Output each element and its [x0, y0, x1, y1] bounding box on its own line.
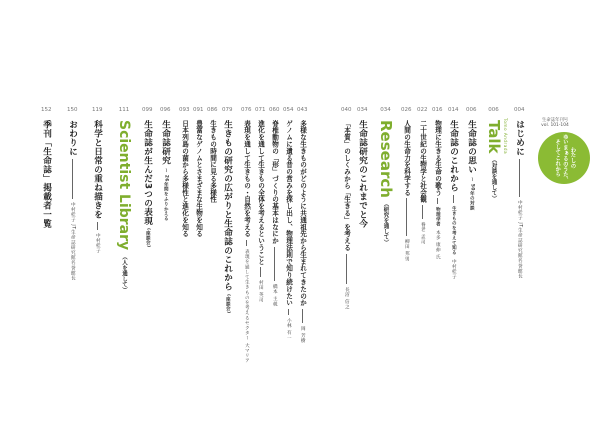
- leader-line: [97, 222, 98, 230]
- section-research: [378, 108, 393, 245]
- badge-line-2: ゆいまぁるのうた、: [561, 133, 568, 183]
- toc-entry[interactable]: [179, 108, 190, 237]
- section-note: （研究を通して）: [382, 201, 389, 246]
- badge-line-3: そしてこれから: [554, 139, 561, 177]
- entry-title: 進化を通して生きもの全体を考えるということ: [256, 119, 265, 265]
- entry-author: 村田 英司: [258, 280, 264, 303]
- page-number: 040: [341, 107, 352, 113]
- entry-author: 岡 芳樹: [300, 325, 306, 344]
- page-number: 060: [269, 107, 280, 113]
- page-number: 004: [514, 107, 525, 113]
- toc-entry[interactable]: [357, 108, 368, 228]
- leader-line: [72, 159, 73, 199]
- entry-title: 人間の生命力を科学する: [402, 119, 411, 196]
- leader-line: [519, 159, 520, 197]
- entry-author: 小林 有一: [286, 317, 292, 341]
- leader-line: [437, 198, 438, 204]
- leader-line: [422, 205, 423, 219]
- issue-volume: vol. 101-104: [541, 123, 569, 129]
- page-number: 091: [193, 107, 204, 113]
- page-number: 096: [160, 107, 171, 113]
- toc-entry[interactable]: [241, 108, 252, 363]
- entry-author: 橋本 主税: [272, 283, 278, 307]
- page-number: 054: [283, 107, 294, 113]
- page-number: 022: [417, 107, 428, 113]
- page-number: 006: [466, 107, 477, 113]
- page-number: 086: [207, 107, 218, 113]
- entry-title: 生きもの時間に見る多様性: [208, 119, 217, 203]
- toc-entry[interactable]: [207, 108, 218, 202]
- leader-line: [274, 247, 275, 281]
- leader-line: [260, 267, 261, 277]
- entry-title: 表現を通して生きもの・自然を考える: [242, 119, 251, 237]
- section-tag-text: Tomo Andrada: [503, 118, 508, 155]
- section-talk: [486, 108, 501, 201]
- toc-entry[interactable]: [142, 108, 153, 247]
- toc-entry[interactable]: [222, 108, 233, 313]
- entry-title: 日本列島の菌から多様性と進化を知る: [180, 119, 189, 237]
- page-number: 099: [142, 107, 153, 113]
- leader-line: [453, 195, 454, 203]
- section-title-en: Talk: [485, 119, 503, 154]
- section-title-en: Research: [377, 119, 395, 198]
- entry-subtitle: (座談会): [225, 293, 231, 313]
- page-number: 043: [297, 107, 308, 113]
- entry-title: はじめに: [514, 119, 525, 156]
- entry-subtitle: (座談会): [145, 227, 151, 248]
- entry-subtitle: 物理学者: [435, 207, 441, 228]
- entry-title: 生きもの研究の広がりと生命誌のこれから: [222, 119, 233, 291]
- entry-author: 柳田 邦男: [404, 239, 410, 262]
- toc-entry[interactable]: [41, 108, 52, 228]
- toc-entry[interactable]: [269, 108, 280, 306]
- section-note: （対談を通して）: [490, 157, 497, 202]
- toc-entry[interactable]: [448, 108, 459, 279]
- issue-label: [535, 118, 575, 128]
- entry-title: 多様な生きものがどのように共通祖先から生まれてきたのか: [298, 119, 307, 306]
- page-number: 093: [179, 107, 190, 113]
- page-number: 076: [241, 107, 252, 113]
- page-number: 016: [432, 107, 443, 113]
- toc-entry[interactable]: [432, 108, 443, 259]
- page-number: 014: [448, 107, 459, 113]
- entry-title: 生命誌が生んだ3つの表現: [142, 119, 153, 225]
- page-number: 034: [357, 107, 368, 113]
- toc-entry[interactable]: [255, 108, 266, 303]
- toc-entry[interactable]: [514, 108, 525, 278]
- entry-subtitle: 生きものを考えて知る: [451, 205, 457, 255]
- toc-entry[interactable]: [341, 108, 352, 309]
- entry-author: 本多 康伸 氏: [435, 230, 441, 260]
- page-number: 079: [222, 107, 233, 113]
- section-library: [117, 108, 131, 292]
- entry-title: 生命誌の思い: [466, 119, 477, 174]
- entry-author: 中村桂子: [95, 232, 101, 253]
- entry-title: 生命誌のこれから: [448, 119, 459, 192]
- page-number: 071: [255, 107, 266, 113]
- page-number: 006: [488, 107, 499, 113]
- entry-title: 科学と日常の重ね描きを: [92, 119, 103, 219]
- leader-line: [346, 254, 347, 284]
- toc-entry[interactable]: [466, 108, 477, 210]
- entry-author: 表現を通して生きものを考えるセクター 大マリア: [244, 248, 250, 363]
- toc-entry[interactable]: [92, 108, 103, 253]
- page-number: 119: [92, 107, 103, 113]
- entry-title: 季刊「生命誌」掲載者一覧: [41, 119, 52, 228]
- page-number: 111: [118, 107, 130, 113]
- entry-title: 生命誌研究: [160, 119, 171, 165]
- toc-entry[interactable]: [67, 108, 78, 280]
- entry-author: 中村桂子 JT生命誌研究館名誉館長: [70, 201, 76, 281]
- badge-line-1: わたしの: [569, 147, 576, 169]
- toc-entry[interactable]: [283, 108, 294, 340]
- entry-author: 養老 孟司: [420, 222, 426, 245]
- toc-entry[interactable]: [160, 108, 171, 221]
- page-number: 026: [401, 107, 412, 113]
- entry-author: 中村桂子: [451, 258, 457, 279]
- leader-line: [246, 240, 247, 246]
- leader-line: [406, 198, 407, 236]
- entry-title: 豊富なゲノムとさまざまな生物を知る: [194, 119, 203, 237]
- entry-title: 二十世紀の生物学と社会観: [418, 119, 427, 203]
- entry-title: 「本質」のしくみから「生きる」を考える: [342, 119, 351, 251]
- entry-subtitle: ー 50年の対談: [469, 176, 475, 210]
- entry-subtitle: ー 26年間をふりかえる: [163, 167, 169, 221]
- issue-title: 生命誌年刊号: [541, 118, 569, 123]
- section-title-en: Scientist Library: [116, 119, 132, 250]
- entry-title: 脊椎動物の「形」づくりの基本はなにか: [270, 119, 279, 244]
- page-number: 034: [380, 107, 391, 113]
- entry-title: ゲノムに遺る昔の営みを探し出し、物理法則で知り続けたい: [284, 119, 293, 306]
- page-number: 150: [67, 107, 78, 113]
- leader-line: [288, 309, 289, 315]
- toc-entry[interactable]: [417, 108, 428, 245]
- entry-title: 生命誌研究のこれまでと今: [357, 119, 368, 228]
- entry-title: 物理に生きる生命の歌う: [433, 119, 442, 196]
- entry-author: 長沼 信之: [344, 286, 350, 309]
- section-note: （人を通して）: [121, 253, 127, 293]
- entry-author: 中村桂子 JT生命誌研究館名誉館長: [517, 199, 523, 279]
- leader-line: [302, 309, 303, 323]
- toc-entry[interactable]: [193, 108, 204, 237]
- toc-entry[interactable]: [401, 108, 412, 262]
- title-badge: [538, 132, 590, 184]
- section-tag: [503, 118, 508, 154]
- page-number: 152: [41, 107, 52, 113]
- toc-entry[interactable]: [297, 108, 308, 343]
- entry-title: おわりに: [67, 119, 78, 156]
